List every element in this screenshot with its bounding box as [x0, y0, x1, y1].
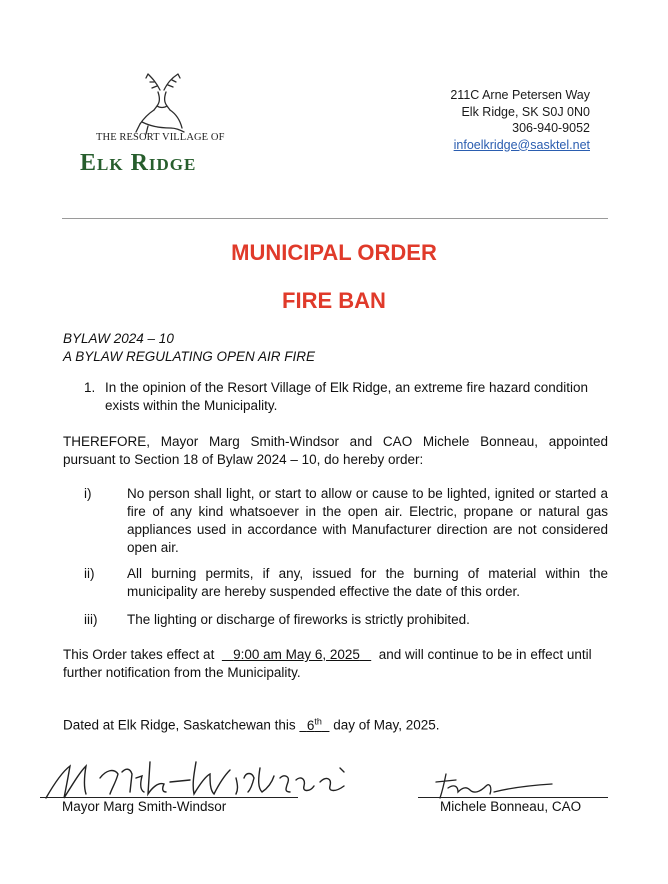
email-link[interactable]: infoelkridge@sasktel.net: [453, 137, 590, 152]
effective-time: 9:00 am May 6, 2025: [233, 647, 360, 662]
order-item-text: All burning permits, if any, issued for the burning of material within the municipality are hereby suspended effective the date of this order.: [127, 566, 608, 599]
address-city: Elk Ridge, SK S0J 0N0: [461, 104, 590, 119]
dated-suffix: day of May, 2025.: [333, 717, 440, 733]
bylaw-description: A BYLAW REGULATING OPEN AIR FIRE: [63, 349, 316, 364]
order-item-number: iii): [84, 612, 98, 627]
village-logo: [80, 70, 250, 190]
order-item: [84, 485, 608, 557]
cao-signature-line: [418, 797, 608, 798]
address-phone: 306-940-9052: [512, 121, 590, 135]
effective-date-paragraph: [63, 646, 608, 682]
dated-day: 6th: [306, 716, 322, 733]
mayor-name: Mayor Marg Smith-Windsor: [62, 799, 227, 814]
bylaw-number: BYLAW 2024 – 10: [63, 331, 174, 346]
effect-prefix: This Order takes effect at: [63, 647, 215, 662]
elk-icon: [130, 70, 192, 136]
order-item-number: i): [84, 486, 92, 501]
order-item-text: No person shall light, or start to allow or cause to be lighted, ignited or started a fire of any kind whatsoever in the open air. Electric, propane or natural gas appliances used in accordance with Manufacturer direction are not considered open air.: [127, 486, 608, 555]
dated-line: [63, 712, 440, 735]
logo-subtitle: THE RESORT VILLAGE OF: [96, 132, 225, 143]
page-title: MUNICIPAL ORDER: [231, 240, 437, 265]
address-block: [450, 87, 590, 153]
effect-suffix: and will continue to be in effect until further notification from the Municipality.: [63, 647, 592, 680]
order-item: [84, 565, 608, 601]
page-subtitle: FIRE BAN: [282, 288, 386, 313]
cao-name: Michele Bonneau, CAO: [440, 799, 582, 814]
therefore-paragraph: THEREFORE, Mayor Marg Smith-Windsor and CAO Michele Bonneau, appointed pursuant to Section 18 of Bylaw 2024 – 10, do hereby order:: [63, 434, 608, 467]
header-divider: [62, 218, 608, 219]
order-item: [84, 611, 608, 629]
opinion-number: 1.: [84, 380, 96, 395]
bylaw-reference: [63, 330, 315, 366]
address-street: 211C Arne Petersen Way: [450, 88, 590, 102]
opinion-text: In the opinion of the Resort Village of Elk Ridge, an extreme fire hazard condition exists within the Municipality.: [105, 380, 589, 413]
opinion-paragraph: [84, 379, 608, 415]
dated-prefix: Dated at Elk Ridge, Saskatchewan this: [63, 717, 296, 733]
logo-title: Elk Ridge: [80, 150, 197, 176]
mayor-signature-line: [40, 797, 298, 798]
order-item-text: The lighting or discharge of fireworks is strictly prohibited.: [127, 612, 470, 627]
order-item-number: ii): [84, 566, 95, 581]
